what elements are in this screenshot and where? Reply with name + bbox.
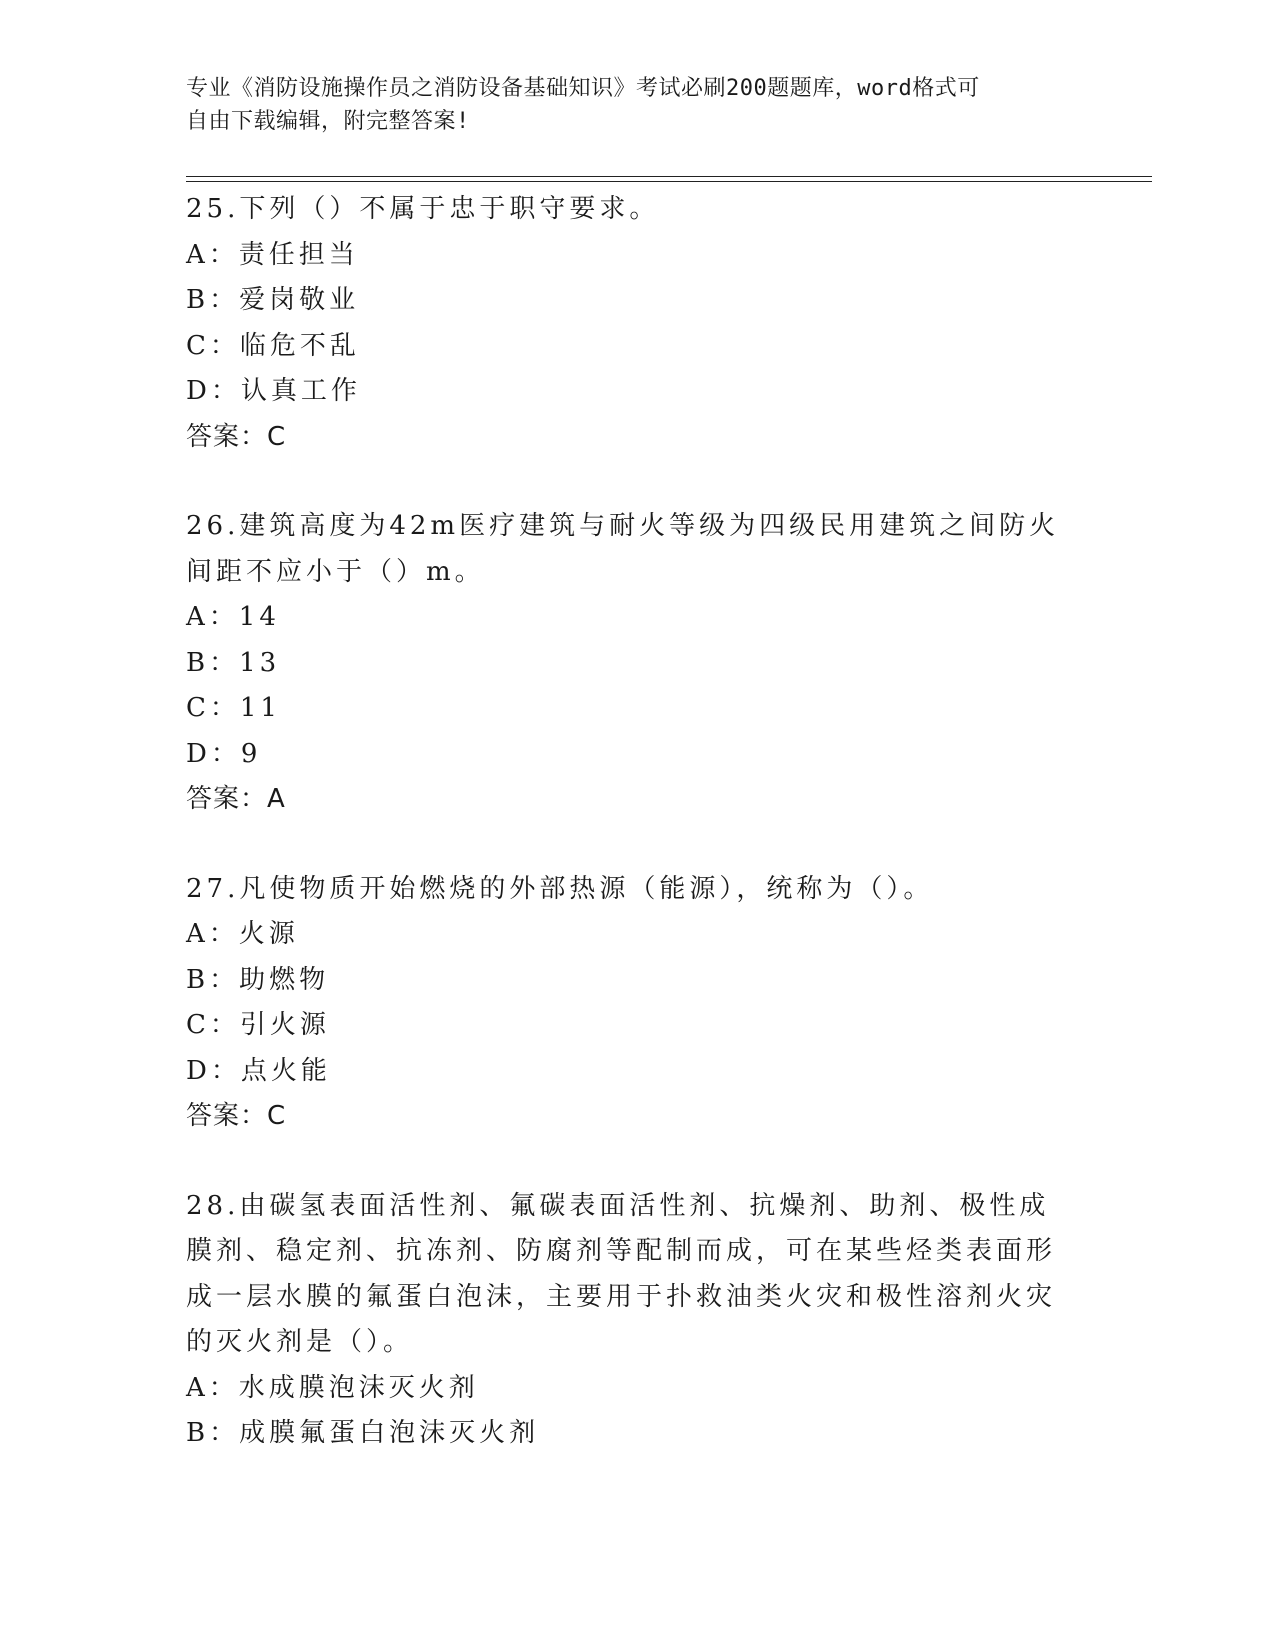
- option-b: B：助燃物: [186, 964, 330, 995]
- option-a: A：火源: [186, 919, 299, 949]
- question-stem: 26.建筑高度为42m医疗建筑与耐火等级为四级民用建筑之间防火间距不应小于（）m。: [186, 511, 1060, 587]
- option-b: B：成膜氟蛋白泡沫灭火剂: [186, 1418, 540, 1448]
- option-d: D：9: [186, 738, 262, 769]
- answer-line: 答案：C: [186, 421, 287, 452]
- question-27: [186, 867, 1086, 1140]
- answer-line: 答案：C: [186, 1101, 287, 1131]
- header-line-2: 自由下载编辑，附完整答案!: [186, 109, 470, 134]
- option-c: C：临危不乱: [186, 330, 360, 361]
- question-stem: 28.由碳氢表面活性剂、氟碳表面活性剂、抗燥剂、助剂、极性成膜剂、稳定剂、抗冻剂、防腐剂等配制而成，可在某些烃类表面形成一层水膜的氟蛋白泡沫，主要用于扑救油类火灾和极性溶剂火灾的灭火剂是（）。: [186, 1190, 1057, 1357]
- header-divider-bottom: [186, 181, 1152, 182]
- header-line-1: 专业《消防设施操作员之消防设备基础知识》考试必刷200题题库，word格式可: [186, 76, 980, 101]
- option-d: D：点火能: [186, 1055, 331, 1086]
- header-divider-top: [186, 176, 1152, 177]
- option-a: A：水成膜泡沫灭火剂: [186, 1372, 479, 1403]
- option-a: A：责任担当: [186, 239, 359, 270]
- question-26: [186, 504, 1086, 823]
- document-header: [186, 72, 1066, 138]
- option-b: B：爱岗敬业: [186, 285, 360, 315]
- option-b: B：13: [186, 647, 281, 678]
- option-c: C：引火源: [186, 1010, 330, 1040]
- answer-line: 答案：A: [186, 784, 286, 814]
- question-list: [186, 187, 1086, 1501]
- question-25: [186, 187, 1086, 460]
- option-d: D：认真工作: [186, 376, 361, 406]
- question-stem: 25.下列（）不属于忠于职守要求。: [186, 194, 660, 224]
- option-a: A：14: [186, 602, 280, 632]
- question-28: [186, 1184, 1086, 1457]
- question-stem: 27.凡使物质开始燃烧的外部热源（能源），统称为（）。: [186, 873, 934, 904]
- option-c: C：11: [186, 693, 281, 723]
